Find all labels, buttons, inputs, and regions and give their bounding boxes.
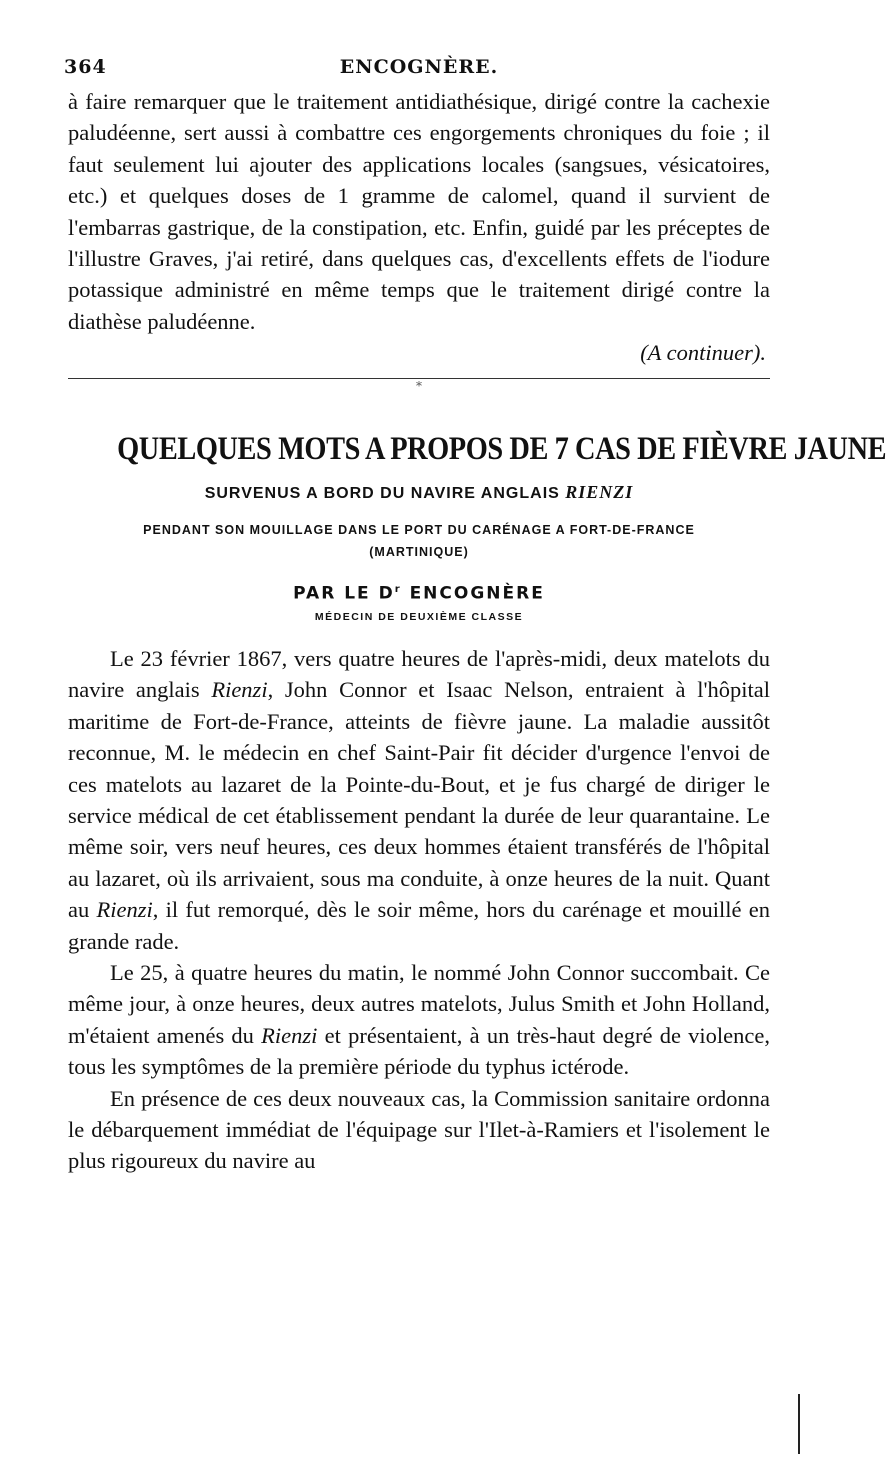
paragraph-text: En présence de ces deux nouveaux cas, la Commission sanitaire ordonna le débarquement immédiat de l'équipage sur l'Ilet-à-Ramiers et l'isolement le plus rigoureux du navire au <box>68 1085 770 1174</box>
circumstance-line: PENDANT SON MOUILLAGE DANS LE PORT DU CARÉNAGE A FORT-DE-FRANCE <box>143 523 695 538</box>
body-paragraph <box>68 643 770 957</box>
article-title: QUELQUES MOTS A PROPOS DE 7 CAS DE FIÈVRE JAUNE <box>117 431 886 468</box>
ship-name: RIENZI <box>565 482 634 503</box>
body-paragraph <box>68 957 770 1083</box>
ship-name-italic: Rienzi <box>261 1022 318 1048</box>
article-circumstance <box>68 519 770 563</box>
to-be-continued-note: (A continuer). <box>640 340 766 366</box>
article-subtitle <box>68 481 770 505</box>
running-head <box>64 56 770 86</box>
article-body <box>68 643 770 1177</box>
body-paragraph <box>68 1083 770 1177</box>
ship-name-italic: Rienzi <box>211 677 268 703</box>
circumstance-location: (MARTINIQUE) <box>369 545 469 560</box>
paragraph-text: Le 23 février 1867, vers quatre heures de l'après-midi, deux matelots du navire anglais <box>68 645 770 703</box>
ship-name-italic: Rienzi <box>96 897 153 923</box>
book-page <box>64 56 886 1177</box>
paragraph-text: Le 25, à quatre heures du matin, le nommé John Connor succombait. Ce même jour, à onze heures, deux autres matelots, Julus Smith et John Holland, m'étaient amenés du <box>68 959 770 1048</box>
paragraph-text: , John Connor et Isaac Nelson, entraient à l'hôpital maritime de Fort-de-France, atteints de fièvre jaune. La maladie aussitôt reconnue, M. le médecin en chef Saint-Pair fit décider d'urgence l'envoi de ces matelots au lazaret de la Pointe-du-Bout, et je fus chargé de diriger le service médical de cet établissement pendant la durée de leur quarantaine. Le même soir, vers neuf heures, ces deux hommes étaient transférés de l'hôpital au lazaret, où ils arrivaient, sous ma conduite, à onze heures de la nuit. Quant au <box>68 677 770 923</box>
article-author <box>68 579 770 605</box>
page-edge-mark <box>788 1394 800 1454</box>
author-name: ENCOGNÈRE <box>409 583 545 604</box>
paragraph-text: et présentaient, à un très-haut degré de violence, tous les symptômes de la première période du typhus ictérode. <box>68 1022 770 1080</box>
separator-mark: * <box>416 379 422 394</box>
running-title: ENCOGNÈRE. <box>339 56 499 78</box>
author-prefix: PAR LE D <box>293 583 395 604</box>
subtitle-text: SURVENUS A BORD DU NAVIRE ANGLAIS <box>204 485 560 503</box>
paragraph-text: , il fut remorqué, dès le soir même, hors du carénage et mouillé en grande rade. <box>68 897 770 954</box>
continued-paragraph: à faire remarquer que le traitement antidiathésique, dirigé contre la cachexie paludéenne, sert aussi à combattre ces engorgements chroniques du foie ; il faut seulement lui ajouter des applications locales (sangsues, vésicatoires, etc.) et quelques doses de 1 gramme de calomel, quand il survient de l'embarras gastrique, de la constipation, etc. Enfin, guidé par les préceptes de l'illustre Graves, j'ai retiré, dans quelques cas, d'excellents effets de l'iodure potassique administré en même temps que le traitement dirigé contre la diathèse paludéenne. <box>68 89 770 334</box>
author-title-sup: r <box>394 584 402 596</box>
author-rank: MÉDECIN DE DEUXIÈME CLASSE <box>314 610 524 623</box>
page-number: 364 <box>64 56 107 78</box>
